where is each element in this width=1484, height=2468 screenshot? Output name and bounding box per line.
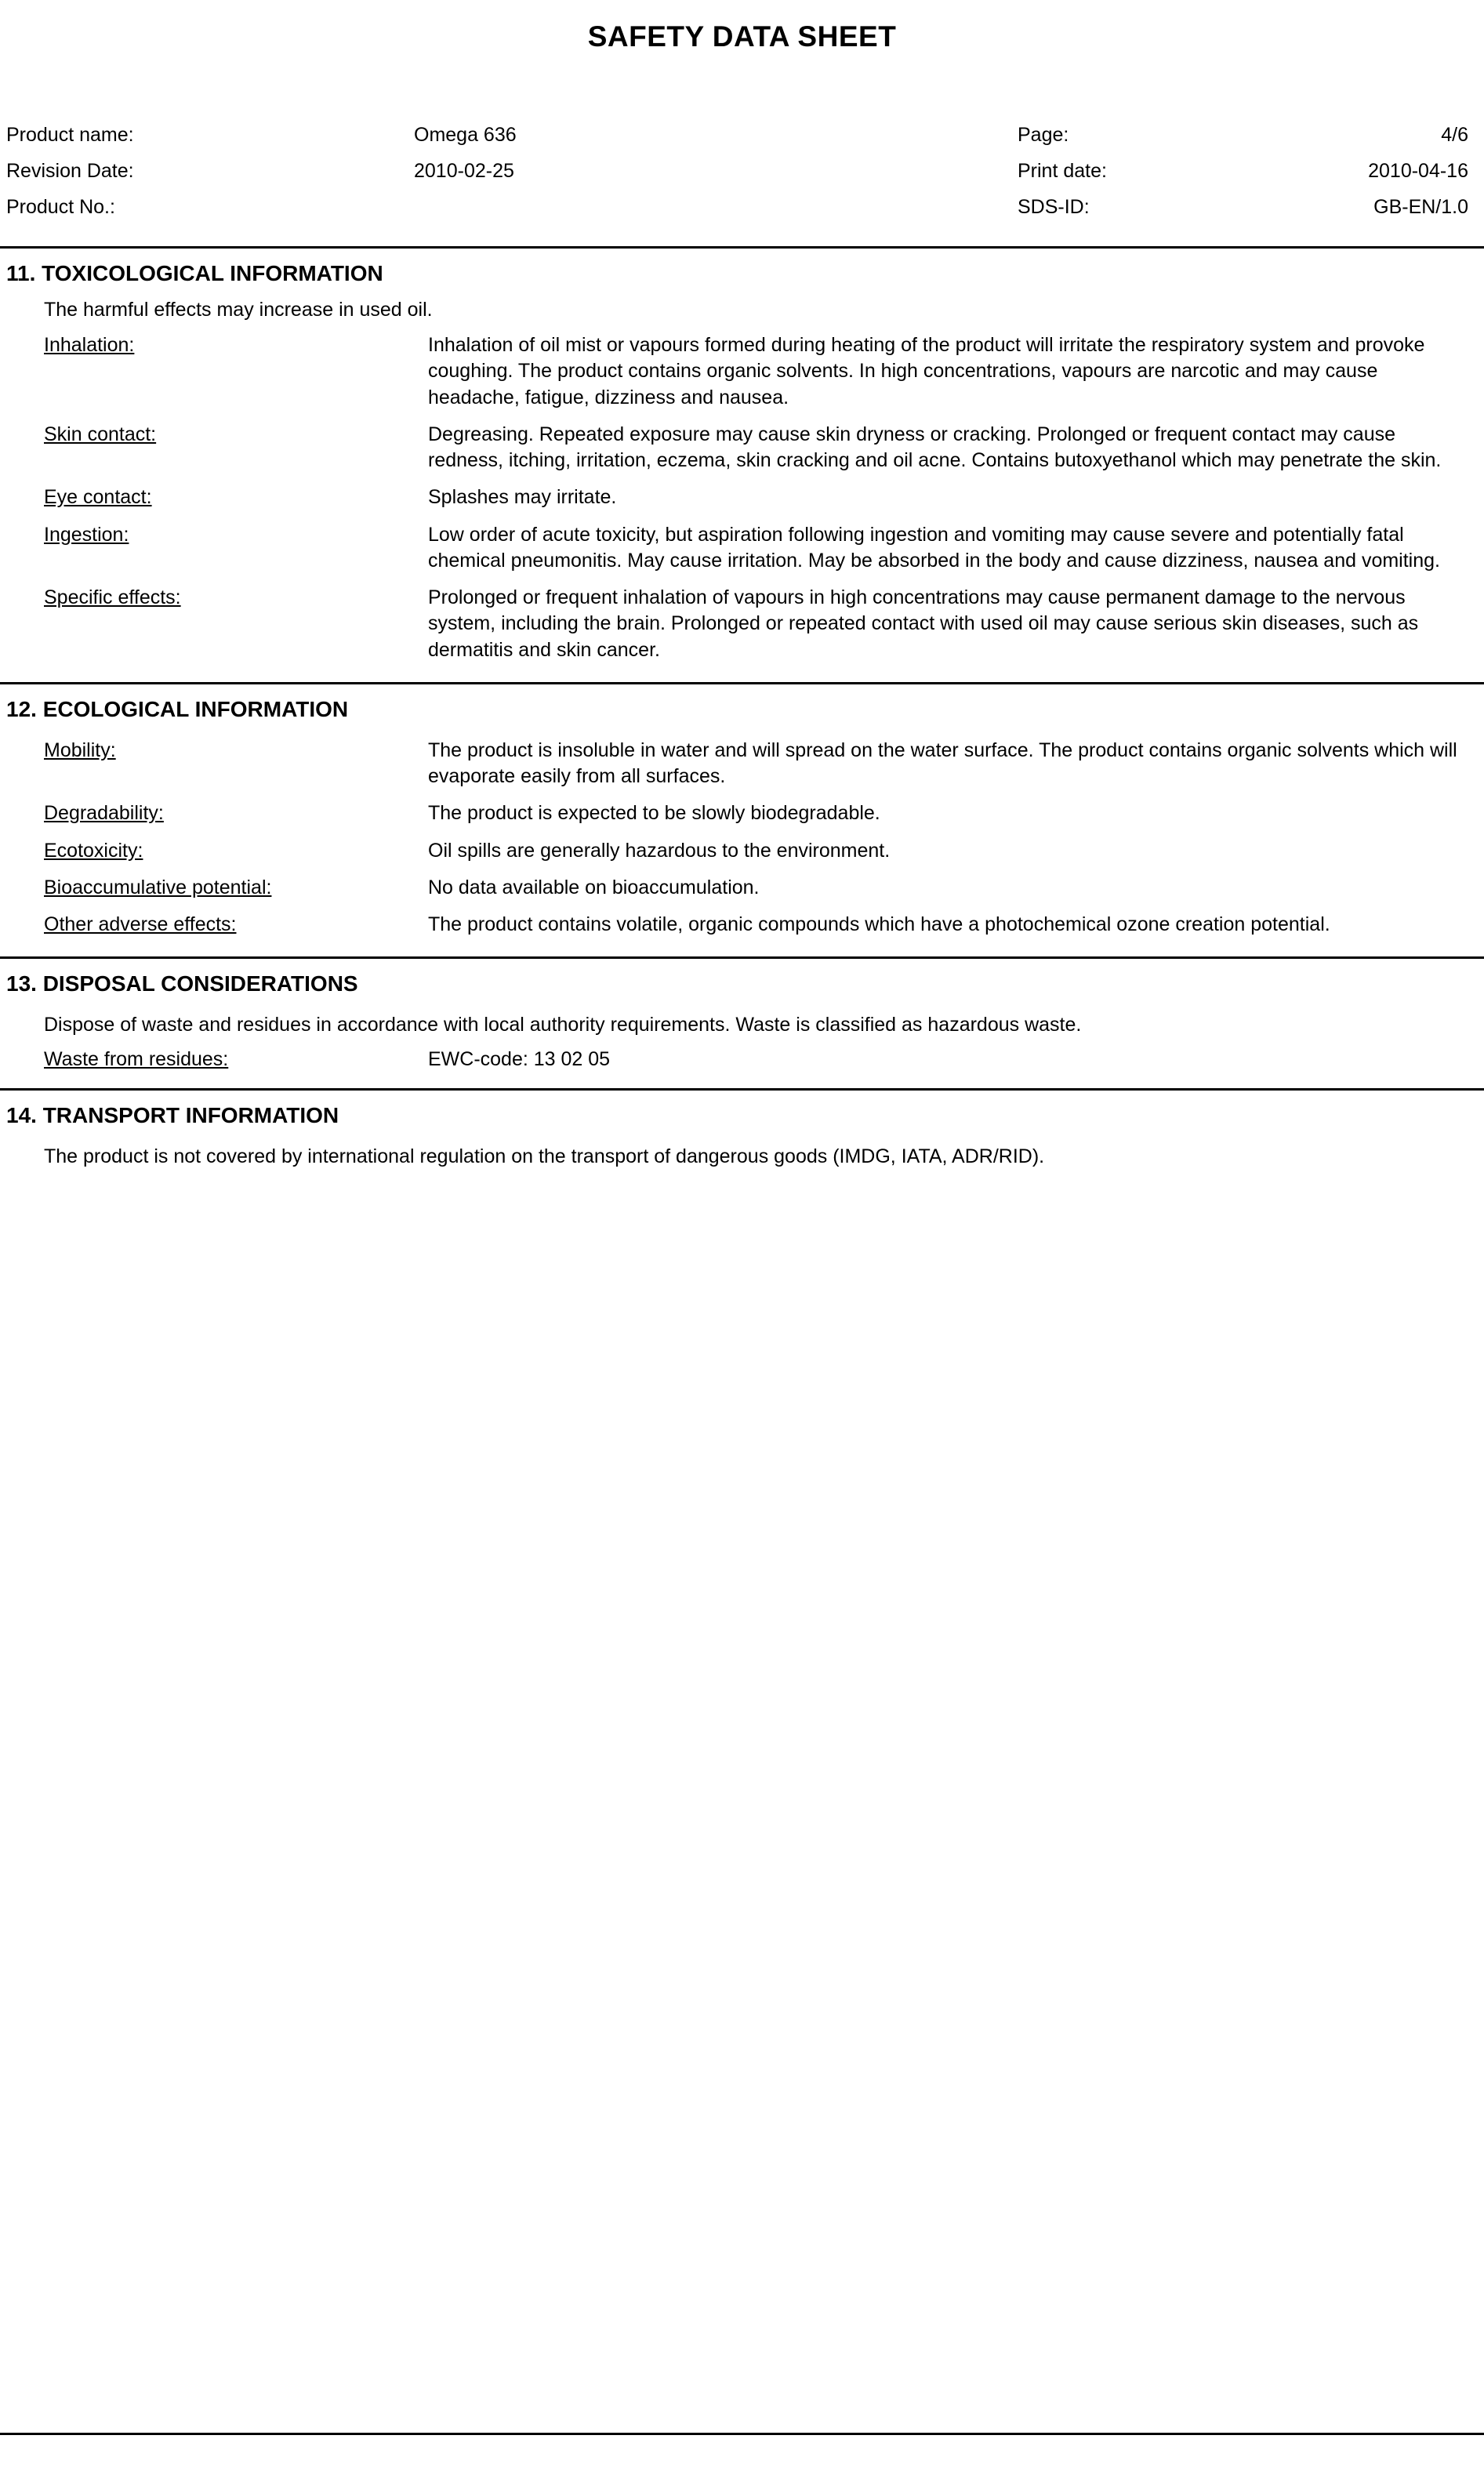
pair-label — [0, 485, 428, 521]
document-meta-table — [6, 124, 1468, 232]
meta-value-product-name: Omega 636 — [414, 124, 517, 146]
meta-row — [6, 160, 1468, 196]
pair-label — [0, 1047, 428, 1080]
table-row — [0, 1047, 1484, 1080]
pair-label-text: Eye contact: — [44, 486, 152, 509]
table-row — [0, 522, 1484, 586]
meta-value-page: 4/6 — [1441, 124, 1468, 146]
table-row — [0, 422, 1484, 485]
table-row — [0, 875, 1484, 912]
section-heading: 13. DISPOSAL CONSIDERATIONS — [6, 971, 358, 996]
meta-row — [6, 196, 1468, 232]
pair-value: The product contains volatile, organic compounds which have a photochemical ozone creation potential. — [428, 913, 1330, 935]
pair-label — [0, 912, 428, 949]
table-row — [0, 912, 1484, 949]
section-intro: Dispose of waste and residues in accordance with local authority requirements. Waste is classified as hazardous waste. — [44, 1014, 1082, 1036]
section-intro: The harmful effects may increase in used oil. — [44, 299, 433, 321]
pair-label-text: Other adverse effects: — [44, 913, 237, 935]
pair-label-text: Waste from residues: — [44, 1047, 229, 1070]
meta-label-revision-date: Revision Date: — [6, 160, 134, 182]
pair-label — [0, 422, 428, 485]
pair-label — [0, 800, 428, 837]
pair-value: Oil spills are generally hazardous to the environment. — [428, 839, 891, 862]
pair-label — [0, 875, 428, 912]
pair-value: No data available on bioaccumulation. — [428, 876, 760, 898]
pair-label-text: Degradability: — [44, 802, 164, 825]
pair-label-text: Ingestion: — [44, 523, 129, 546]
pair-label-text: Bioaccumulative potential: — [44, 876, 272, 898]
pair-label-text: Specific effects: — [44, 586, 181, 608]
pair-value: The product is expected to be slowly biodegradable. — [428, 802, 880, 825]
pair-label — [0, 522, 428, 586]
section-heading: 12. ECOLOGICAL INFORMATION — [6, 696, 349, 721]
pair-label-text: Skin contact: — [44, 423, 157, 445]
section-heading: 11. TOXICOLOGICAL INFORMATION — [6, 261, 383, 285]
pair-value: Low order of acute toxicity, but aspiration following ingestion and vomiting may cause severe and potentially fatal chemical pneumonitis. May cause irritation. May be absorbed in the body and cause dizziness, nausea and vomiting. — [428, 523, 1440, 572]
pair-label-text: Mobility: — [44, 739, 116, 761]
section-heading: 14. TRANSPORT INFORMATION — [6, 1102, 339, 1127]
table-row — [0, 485, 1484, 521]
pair-value: Splashes may irritate. — [428, 486, 617, 509]
pair-value: Prolonged or frequent inhalation of vapours in high concentrations may cause permanent damage to the nervous system, including the brain. Prolonged or repeated contact with used oil may cause serious skin diseases, such as dermatitis and skin cancer. — [428, 586, 1419, 661]
section-pairs-table — [0, 332, 1484, 674]
table-row — [0, 838, 1484, 875]
section-ecological-information — [0, 684, 1484, 949]
section-transport-information — [0, 1091, 1484, 1178]
section-toxicological-information — [0, 249, 1484, 674]
pair-label — [0, 585, 428, 674]
meta-row — [6, 124, 1468, 160]
pair-label — [0, 332, 428, 422]
meta-label-print-date: Print date: — [1018, 160, 1107, 182]
table-row — [0, 800, 1484, 837]
pair-label — [0, 738, 428, 801]
section-pairs-table — [0, 738, 1484, 949]
meta-label-product-name: Product name: — [6, 124, 134, 146]
pair-label — [0, 838, 428, 875]
pair-value: Degreasing. Repeated exposure may cause skin dryness or cracking. Prolonged or frequent contact may cause redness, itching, irritation, eczema, skin cracking and oil acne. Contains butoxyethanol which may penetrate the skin. — [428, 423, 1442, 471]
meta-label-page: Page: — [1018, 124, 1069, 146]
meta-label-sds-id: SDS-ID: — [1018, 196, 1090, 218]
meta-label-product-no: Product No.: — [6, 196, 115, 218]
meta-value-product-no — [414, 196, 1018, 232]
pair-value: EWC-code: 13 02 05 — [428, 1047, 611, 1070]
pair-value: Inhalation of oil mist or vapours formed during heating of the product will irritate the respiratory system and provoke coughing. The product contains organic solvents. In high concentrations, vapours are narcotic and may cause headache, fatigue, dizziness and nausea. — [428, 334, 1425, 408]
section-pairs-table — [0, 1047, 1484, 1080]
meta-value-revision-date: 2010-02-25 — [414, 160, 514, 182]
pair-label-text: Ecotoxicity: — [44, 839, 143, 862]
section-disposal-considerations — [0, 959, 1484, 1080]
pair-label-text: Inhalation: — [44, 334, 135, 356]
pair-value: The product is insoluble in water and will spread on the water surface. The product contains organic solvents which will evaporate easily from all surfaces. — [428, 739, 1457, 787]
meta-value-print-date: 2010-04-16 — [1368, 160, 1468, 182]
table-row — [0, 738, 1484, 801]
table-row — [0, 332, 1484, 422]
page-title: SAFETY DATA SHEET — [587, 20, 897, 53]
meta-value-sds-id: GB-EN/1.0 — [1373, 196, 1468, 218]
footer-divider — [0, 2433, 1484, 2435]
table-row — [0, 585, 1484, 674]
section-intro: The product is not covered by international regulation on the transport of dangerous goods (IMDG, IATA, ADR/RID). — [44, 1145, 1045, 1167]
